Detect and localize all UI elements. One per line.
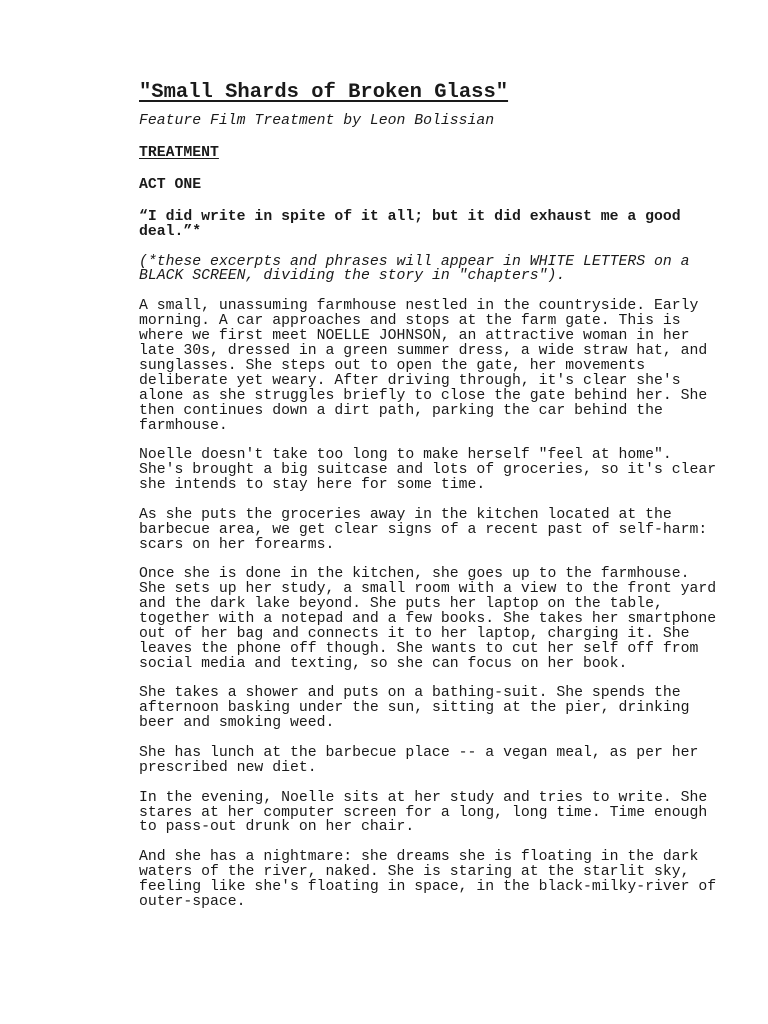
document-title: "Small Shards of Broken Glass" <box>139 81 509 104</box>
footnote-text: (*these excerpts and phrases will appear in WHITE LETTERS on a BLACK SCREEN, dividing the story in "chapters"). <box>139 253 690 285</box>
paragraph: Noelle doesn't take too long to make herself "feel at home". She's brought a big suitcase and lots of groceries, so it's clear she intends to stay here for some time. <box>139 447 717 494</box>
paragraph: She takes a shower and puts on a bathing-suit. She spends the afternoon basking under the sun, sitting at the pier, drinking beer and smoking weed. <box>139 685 690 732</box>
act-heading: ACT ONE <box>139 176 202 193</box>
document-byline: Feature Film Treatment by Leon Bolissian <box>139 113 495 129</box>
paragraph: And she has a nightmare: she dreams she is floating in the dark waters of the river, naked. She is staring at the starlit sky, feeling like she's floating in space, in the black-milky-river of outer-space. <box>139 849 717 910</box>
section-heading: TREATMENT <box>139 144 219 161</box>
paragraph: She has lunch at the barbecue place -- a vegan meal, as per her prescribed new diet. <box>139 744 699 776</box>
epigraph-quote: “I did write in spite of it all; but it did exhaust me a good deal.”* <box>139 208 681 240</box>
paragraph: As she puts the groceries away in the kitchen located at the barbecue area, we get clear signs of a recent past of self-harm: scars on her forearms. <box>139 506 708 553</box>
paragraph: Once she is done in the kitchen, she goes up to the farmhouse. She sets up her study, a small room with a view to the front yard and the dark lake beyond. She puts her laptop on the table, together with a notepad and a few books. She takes her smartphone out of her bag and connects it to her laptop, charging it. She leaves the phone off though. She wants to cut her self off from social media and texting, so she can focus on her book. <box>139 566 717 672</box>
paragraph: In the evening, Noelle sits at her study and tries to write. She stares at her computer screen for a long, long time. Time enough to pass-out drunk on her chair. <box>139 789 708 836</box>
document-page <box>139 80 719 925</box>
paragraph: A small, unassuming farmhouse nestled in the countryside. Early morning. A car approaches and stops at the farm gate. This is where we first meet NOELLE JOHNSON, an attractive woman in her late 30s, dressed in a green summer dress, a wide straw hat, and sunglasses. She steps out to open the gate, her movements deliberate yet weary. After driving through, it's clear she's alone as she struggles briefly to close the gate behind her. She then continues down a dirt path, parking the car behind the farmhouse. <box>139 298 708 434</box>
